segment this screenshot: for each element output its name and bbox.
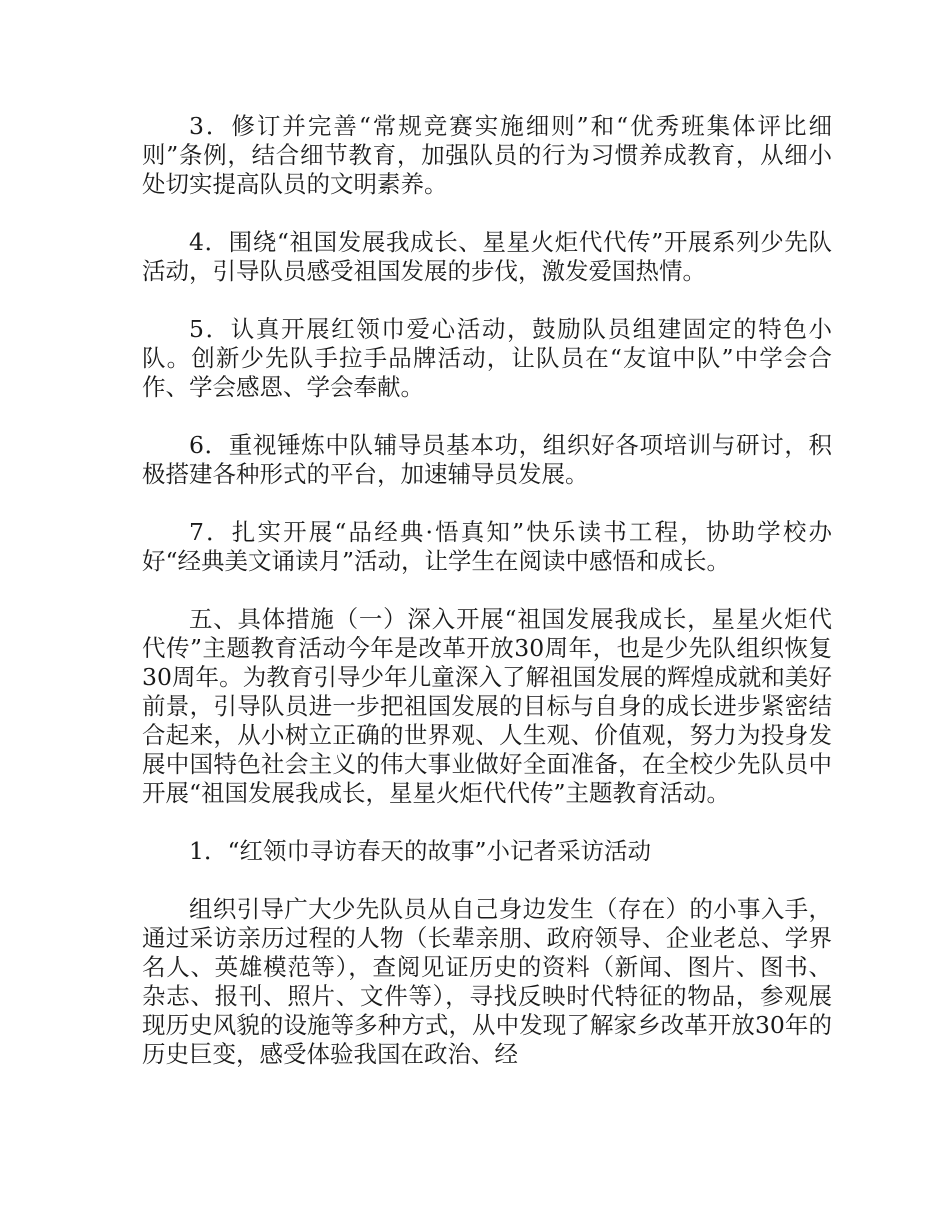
paragraph-section-measures: 五、具体措施（一）深入开展“祖国发展我成长，星星火炬代代传”主题教育活动今年是改革开放30周年，也是少先队组织恢复30周年。为教育引导少年儿童深入了解祖国发展的辉煌成就和美好前景，引导队员进一步把祖国发展的目标与自身的成长进步紧密结合起来，从小树立正确的世界观、人生观、价值观，努力为投身发展中国特色社会主义的伟大事业做好全面准备，在全校少先队员中开展“祖国发展我成长，星星火炬代代传”主题教育活动。	[142, 605, 832, 807]
paragraph-item-5: 5．认真开展红领巾爱心活动，鼓励队员组建固定的特色小队。创新少先队手拉手品牌活动，让队员在“友谊中队”中学会合作、学会感恩、学会奉献。	[142, 315, 832, 401]
paragraph-item-3: 3．修订并完善“常规竞赛实施细则”和“优秀班集体评比细则”条例，结合细节教育，加强队员的行为习惯养成教育，从细小处切实提高队员的文明素养。	[142, 112, 832, 198]
paragraph-item-4: 4．围绕“祖国发展我成长、星星火炬代代传”开展系列少先队活动，引导队员感受祖国发展的步伐，激发爱国热情。	[142, 228, 832, 285]
document-body	[142, 112, 832, 1098]
paragraph-interview-body: 组织引导广大少先队员从自己身边发生（存在）的小事入手，通过采访亲历过程的人物（长辈亲朋、政府领导、企业老总、学界名人、英雄模范等），查阅见证历史的资料（新闻、图片、图书、杂志、报刊、照片、文件等），寻找反映时代特征的物品，参观展现历史风貌的设施等多种方式，从中发现了解家乡改革开放30年的历史巨变，感受体验我国在政治、经	[142, 895, 832, 1068]
paragraph-subheading-interview: 1．“红领巾寻访春天的故事”小记者采访活动	[189, 837, 651, 865]
paragraph-item-7: 7．扎实开展“品经典·悟真知”快乐读书工程，协助学校办好“经典美文诵读月”活动，让学生在阅读中感悟和成长。	[142, 518, 832, 575]
paragraph-item-6: 6．重视锤炼中队辅导员基本功，组织好各项培训与研讨，积极搭建各种形式的平台，加速辅导员发展。	[142, 431, 832, 488]
